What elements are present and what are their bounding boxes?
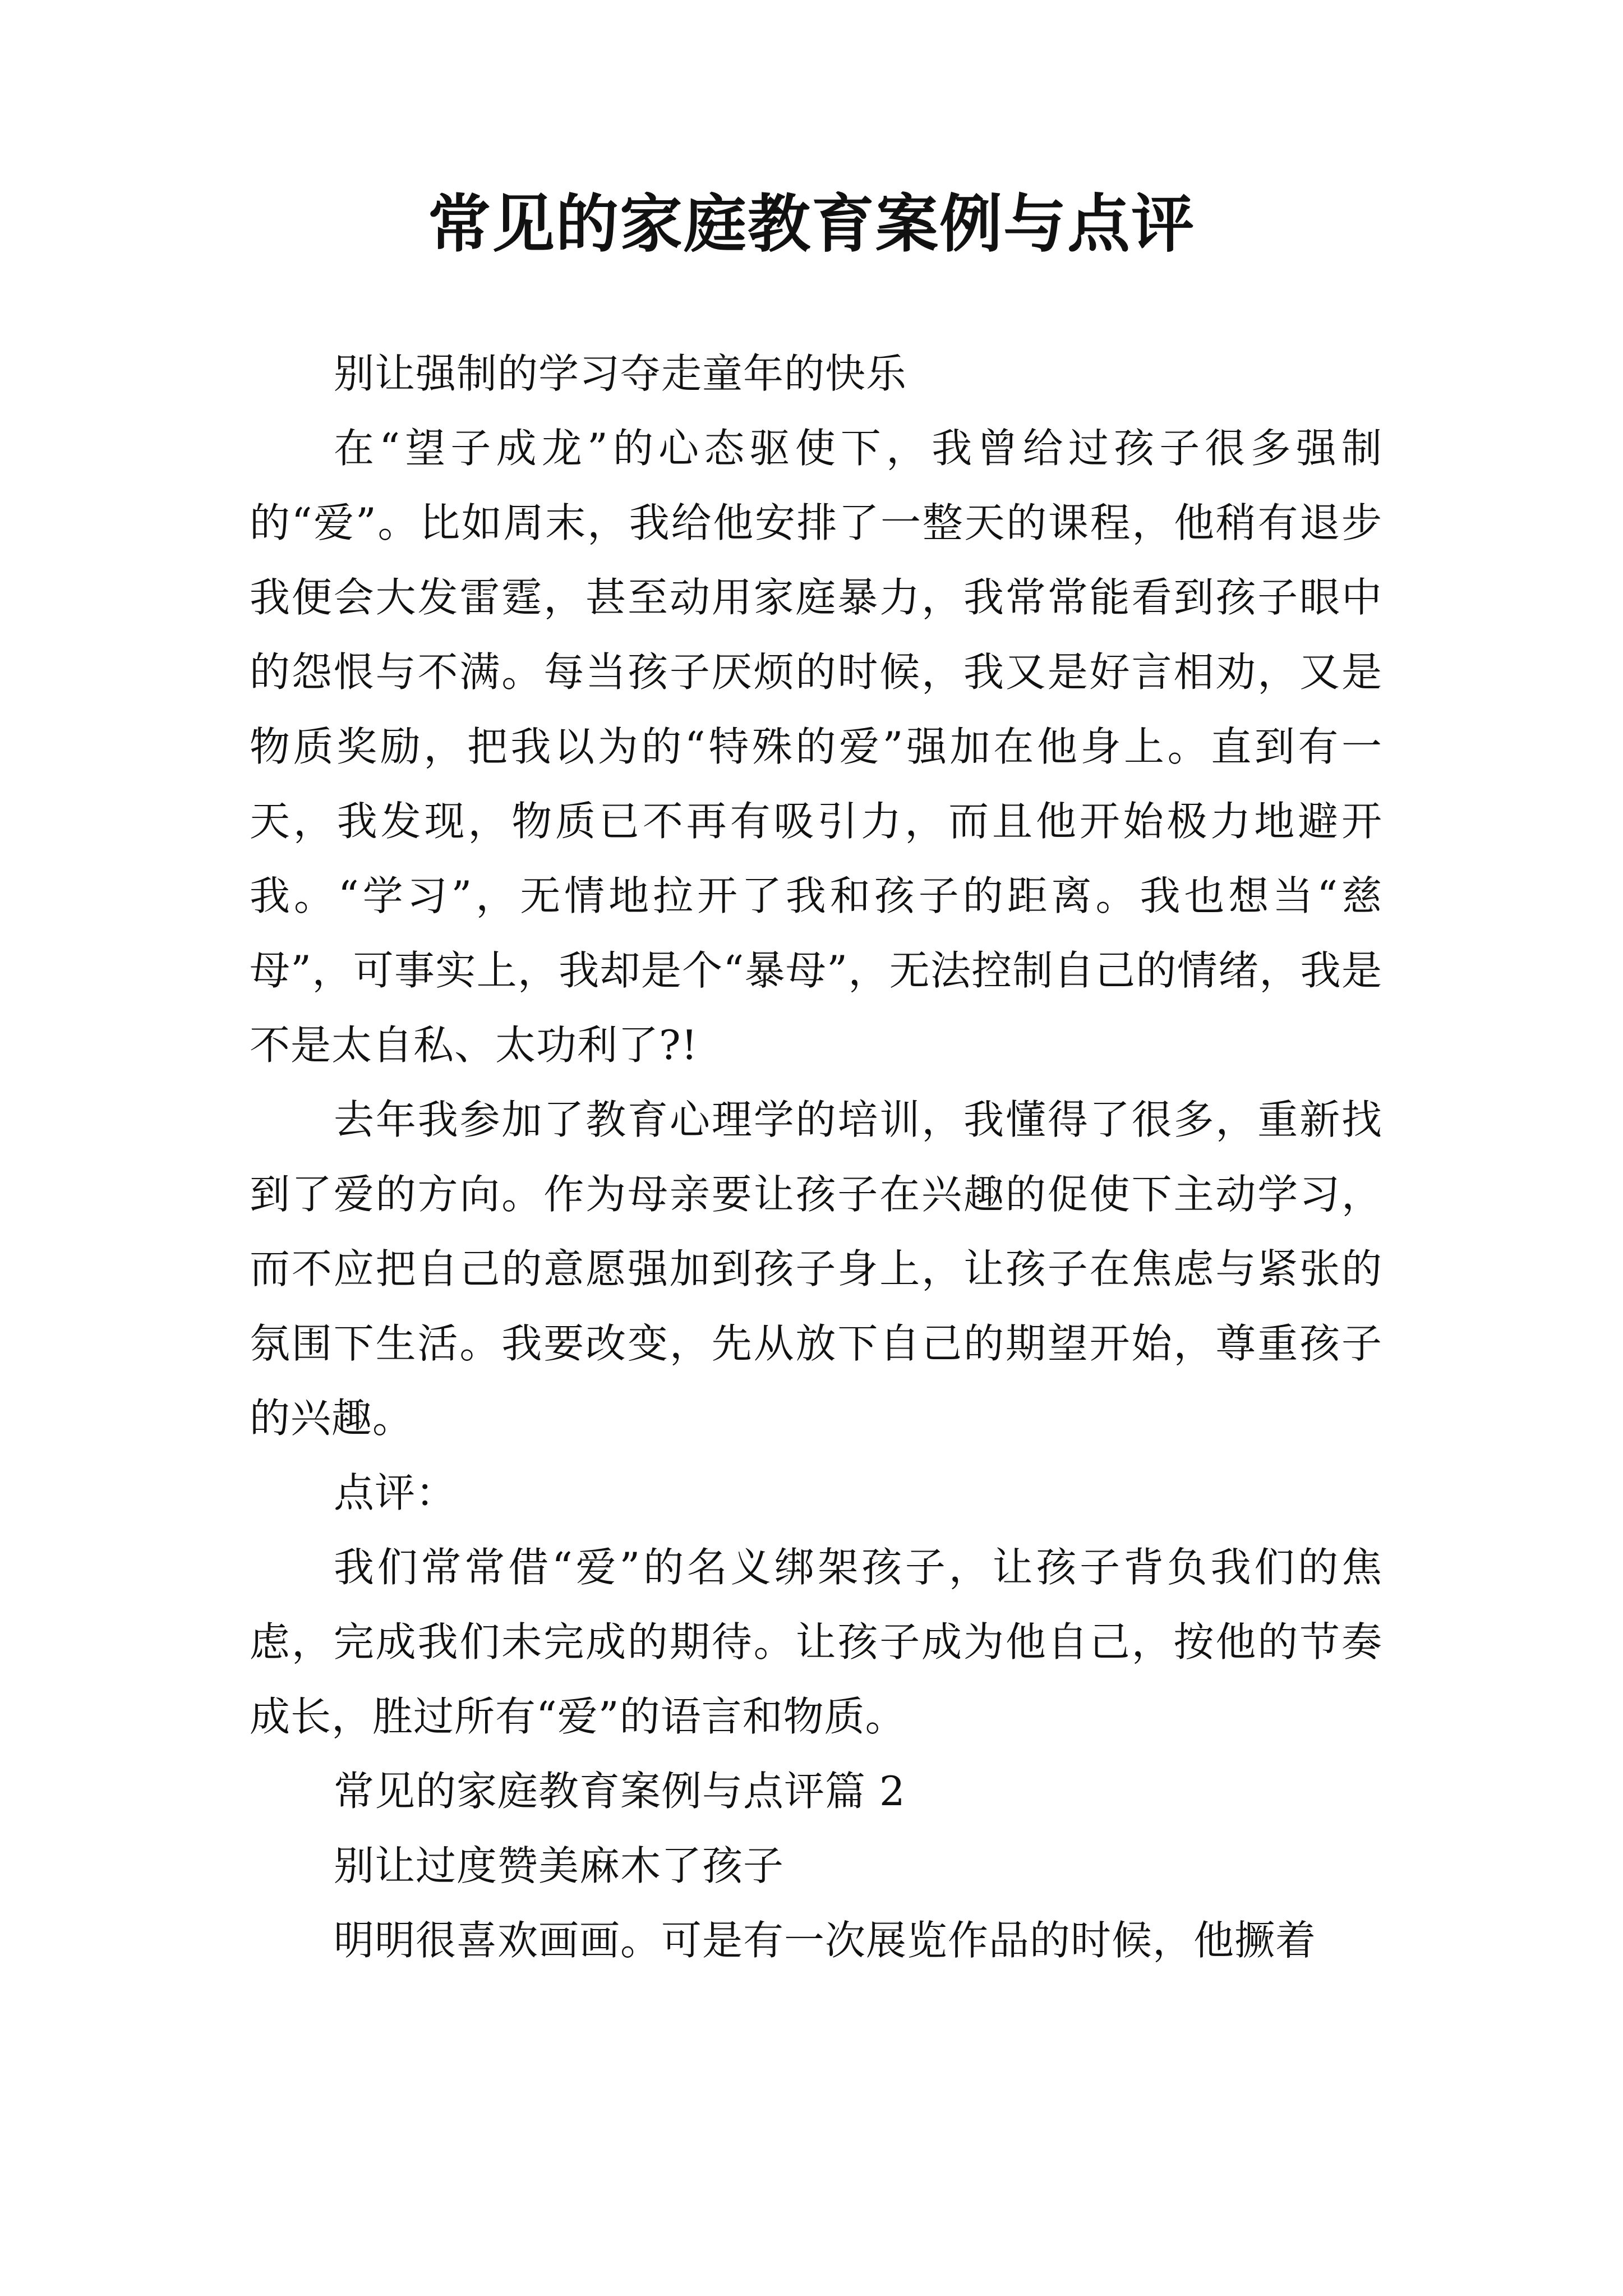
paragraph: 去年我参加了教育心理学的培训，我懂得了很多，重新找到了爱的方向。作为母亲要让孩子在兴趣的促使下主动学习，而不应把自己的意愿强加到孩子身上，让孩子在焦虑与紧张的氛围下生活。我要改变，先从放下自己的期望开始，尊重孩子的兴趣。: [250, 1096, 1382, 1442]
section-heading: 别让过度赞美麻木了孩子: [334, 1842, 785, 1889]
paragraph: 在“望子成龙”的心态驱使下，我曾给过孩子很多强制的“爱”。比如周末，我给他安排了一整天的课程，他稍有退步我便会大发雷霆，甚至动用家庭暴力，我常常能看到孩子眼中的怨恨与不满。每当孩子厌烦的时候，我又是好言相劝，又是物质奖励，把我以为的“特殊的爱”强加在他身上。直到有一天，我发现，物质已不再有吸引力，而且他开始极力地避开我。“学习”，无情地拉开了我和孩子的距离。我也想当“慈母”，可事实上，我却是个“暴母”，无法控制自己的情绪，我是不是太自私、太功利了?!: [250, 425, 1382, 1069]
comment-label: 点评：: [334, 1469, 457, 1516]
section-heading: 别让强制的学习夺走童年的快乐: [334, 350, 907, 397]
document-title: 常见的家庭教育案例与点评: [428, 187, 1195, 261]
document-body: [250, 337, 1382, 1978]
section-title: 常见的家庭教育案例与点评篇 2: [334, 1768, 906, 1815]
paragraph: 我们常常借“爱”的名义绑架孩子，让孩子背负我们的焦虑，完成我们未完成的期待。让孩子成为他自己，按他的节奏成长，胜过所有“爱”的语言和物质。: [250, 1544, 1382, 1740]
paragraph: 明明很喜欢画画。可是有一次展览作品的时候，他撅着: [334, 1917, 1317, 1964]
